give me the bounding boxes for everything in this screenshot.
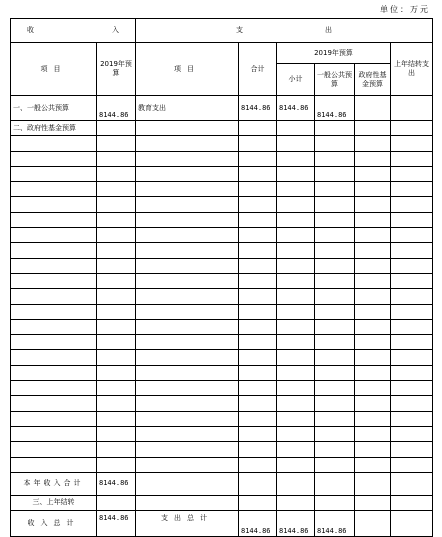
empty-cell [315,197,355,212]
empty-cell [97,304,136,319]
col-prev-carry: 上年结转支出 [391,43,433,96]
empty-cell [355,396,391,411]
col-general-public: 一般公共预算 [315,64,355,96]
empty-cell [355,228,391,243]
empty-cell [239,228,277,243]
empty-cell [355,182,391,197]
empty-cell [11,304,97,319]
empty-cell [239,243,277,258]
empty-cell [277,228,315,243]
empty-cell [315,350,355,365]
empty-cell [11,442,97,457]
income-item: 二、政府性基金预算 [11,121,97,136]
empty-cell [239,151,277,166]
expense-subtotal [277,121,315,136]
empty-cell [315,335,355,350]
income-item: 一、一般公共预算 [11,96,97,121]
table-row [11,243,433,258]
empty-cell [315,212,355,227]
table-row [11,426,433,441]
empty-cell [277,273,315,288]
empty-cell [136,411,239,426]
empty-cell [315,457,355,472]
col-exp-item: 项目 [136,43,239,96]
empty-cell [11,350,97,365]
empty-cell [239,212,277,227]
empty-cell [391,350,433,365]
empty-cell [315,228,355,243]
empty-cell [239,442,277,457]
empty-cell [239,182,277,197]
empty-cell [97,166,136,181]
empty-cell [136,381,239,396]
empty-cell [97,319,136,334]
empty-cell [277,381,315,396]
empty-cell [315,381,355,396]
col-budget-2019: 2019年预算 [97,43,136,96]
empty-cell [355,365,391,380]
table-row [11,151,433,166]
table-row [11,381,433,396]
expense-item: 教育支出 [136,96,239,121]
empty-cell [277,136,315,151]
empty-cell [277,212,315,227]
empty-cell [277,289,315,304]
empty-cell [97,350,136,365]
empty-cell [11,396,97,411]
empty-cell [355,197,391,212]
empty-cell [97,457,136,472]
empty-cell [11,411,97,426]
empty-cell [315,151,355,166]
empty-cell [391,212,433,227]
empty-cell [355,243,391,258]
empty-cell [355,136,391,151]
empty-cell [277,197,315,212]
empty-cell [391,426,433,441]
empty-cell [239,495,277,510]
empty-cell [136,212,239,227]
expense-sum-general-public: 8144.86 [315,510,355,536]
empty-cell [97,258,136,273]
empty-cell [315,166,355,181]
empty-cell [11,258,97,273]
empty-cell [11,212,97,227]
empty-cell [11,319,97,334]
empty-cell [239,396,277,411]
empty-cell [391,182,433,197]
empty-cell [136,335,239,350]
empty-cell [11,273,97,288]
empty-cell [97,212,136,227]
empty-cell [136,426,239,441]
empty-cell [391,151,433,166]
empty-cell [355,411,391,426]
empty-cell [277,182,315,197]
unit-label: 单位：万元 [380,5,430,14]
empty-cell [97,273,136,288]
empty-cell [277,304,315,319]
empty-cell [277,472,315,495]
col-total: 合计 [239,43,277,96]
empty-cell [391,273,433,288]
empty-cell [277,411,315,426]
col-gov-fund: 政府性基金预算 [355,64,391,96]
empty-rows [11,136,433,473]
expense-total: 8144.86 [239,96,277,121]
expense-prev-carry [391,121,433,136]
empty-cell [277,396,315,411]
empty-cell [239,411,277,426]
empty-cell [355,319,391,334]
empty-cell [277,243,315,258]
table-row [11,457,433,472]
table-row [11,365,433,380]
empty-cell [97,243,136,258]
empty-cell [277,457,315,472]
empty-cell [136,182,239,197]
table-row [11,273,433,288]
table-row [11,166,433,181]
empty-cell [277,426,315,441]
empty-cell [391,457,433,472]
empty-cell [355,510,391,536]
empty-cell [11,381,97,396]
empty-cell [97,197,136,212]
table-row [11,212,433,227]
expense-sum-subtotal: 8144.86 [277,510,315,536]
empty-cell [136,304,239,319]
empty-cell [11,182,97,197]
empty-cell [11,197,97,212]
empty-cell [136,166,239,181]
empty-cell [315,472,355,495]
year-income-total: 8144.86 [97,472,136,495]
year-income-total-label: 本年收入合计 [11,472,97,495]
empty-cell [97,426,136,441]
empty-cell [277,350,315,365]
empty-cell [136,442,239,457]
empty-cell [391,381,433,396]
empty-cell [97,495,136,510]
empty-cell [136,457,239,472]
empty-cell [277,151,315,166]
empty-cell [136,396,239,411]
empty-cell [391,365,433,380]
income-budget [97,121,136,136]
empty-cell [391,197,433,212]
table-row [11,136,433,151]
empty-cell [97,335,136,350]
empty-cell [239,350,277,365]
empty-cell [136,273,239,288]
empty-cell [391,335,433,350]
empty-cell [391,136,433,151]
empty-cell [97,136,136,151]
expense-prev-carry [391,96,433,121]
empty-cell [239,166,277,181]
empty-cell [315,289,355,304]
empty-cell [315,442,355,457]
empty-cell [355,212,391,227]
empty-cell [355,350,391,365]
empty-cell [239,381,277,396]
table-row [11,228,433,243]
empty-cell [136,472,239,495]
empty-cell [11,243,97,258]
empty-cell [136,151,239,166]
table-row [11,350,433,365]
empty-cell [136,365,239,380]
empty-cell [391,258,433,273]
budget-2019-group: 2019年预算 [277,43,391,64]
empty-cell [315,243,355,258]
empty-cell [355,442,391,457]
prev-carry-label: 三、上年结转 [11,495,97,510]
empty-cell [11,335,97,350]
empty-cell [355,289,391,304]
empty-cell [239,273,277,288]
empty-cell [315,304,355,319]
empty-cell [97,442,136,457]
empty-cell [136,258,239,273]
empty-cell [355,495,391,510]
expense-sum-total: 8144.86 [239,510,277,536]
expense-gov-fund [355,96,391,121]
empty-cell [355,426,391,441]
empty-cell [11,136,97,151]
empty-cell [391,495,433,510]
empty-cell [239,335,277,350]
empty-cell [391,289,433,304]
empty-cell [315,273,355,288]
empty-cell [239,258,277,273]
empty-cell [97,182,136,197]
empty-cell [315,396,355,411]
empty-cell [391,411,433,426]
empty-cell [97,228,136,243]
table-row [11,396,433,411]
empty-cell [277,319,315,334]
empty-cell [355,151,391,166]
empty-cell [239,472,277,495]
empty-cell [355,335,391,350]
col-subtotal: 小计 [277,64,315,96]
expense-item [136,121,239,136]
empty-cell [355,457,391,472]
empty-cell [239,457,277,472]
table-row [11,411,433,426]
table-row [11,319,433,334]
empty-cell [315,495,355,510]
income-sum-label: 收入总计 [11,510,97,536]
empty-cell [315,182,355,197]
table-row [11,197,433,212]
empty-cell [277,166,315,181]
empty-cell [239,365,277,380]
empty-cell [11,457,97,472]
empty-cell [391,396,433,411]
empty-cell [97,396,136,411]
empty-cell [355,472,391,495]
empty-cell [97,411,136,426]
empty-cell [136,197,239,212]
expense-subtotal: 8144.86 [277,96,315,121]
table-row [11,258,433,273]
empty-cell [136,136,239,151]
empty-cell [391,472,433,495]
empty-cell [391,304,433,319]
empty-cell [136,495,239,510]
empty-cell [391,319,433,334]
empty-cell [355,166,391,181]
empty-cell [239,304,277,319]
empty-cell [355,304,391,319]
empty-cell [239,197,277,212]
empty-cell [97,381,136,396]
empty-cell [239,319,277,334]
empty-cell [391,166,433,181]
empty-cell [136,228,239,243]
empty-cell [239,136,277,151]
empty-cell [315,258,355,273]
col-item: 项目 [11,43,97,96]
empty-cell [315,136,355,151]
empty-cell [277,442,315,457]
expense-general-public: 8144.86 [315,96,355,121]
empty-cell [355,381,391,396]
empty-cell [136,319,239,334]
empty-cell [315,319,355,334]
empty-cell [315,426,355,441]
empty-cell [315,411,355,426]
expense-general-public [315,121,355,136]
table-row [11,182,433,197]
income-sum: 8144.86 [97,510,136,536]
empty-cell [136,350,239,365]
income-budget: 8144.86 [97,96,136,121]
empty-cell [391,510,433,536]
empty-cell [239,289,277,304]
empty-cell [11,365,97,380]
empty-cell [136,243,239,258]
empty-cell [11,166,97,181]
empty-cell [239,426,277,441]
expense-header: 支 出 [136,19,433,43]
empty-cell [391,243,433,258]
empty-cell [136,289,239,304]
empty-cell [97,151,136,166]
empty-cell [355,258,391,273]
empty-cell [277,365,315,380]
empty-cell [277,335,315,350]
table-row [11,304,433,319]
empty-cell [11,228,97,243]
empty-cell [11,426,97,441]
expense-sum-label: 支出总计 [136,510,239,536]
budget-table [10,18,433,537]
table-row [11,335,433,350]
empty-cell [97,365,136,380]
table-row [11,289,433,304]
expense-gov-fund [355,121,391,136]
empty-cell [97,289,136,304]
empty-cell [391,442,433,457]
empty-cell [355,273,391,288]
expense-total [239,121,277,136]
empty-cell [391,228,433,243]
table-row [11,442,433,457]
empty-cell [277,495,315,510]
empty-cell [11,151,97,166]
income-header: 收 入 [11,19,136,43]
empty-cell [277,258,315,273]
empty-cell [315,365,355,380]
empty-cell [11,289,97,304]
